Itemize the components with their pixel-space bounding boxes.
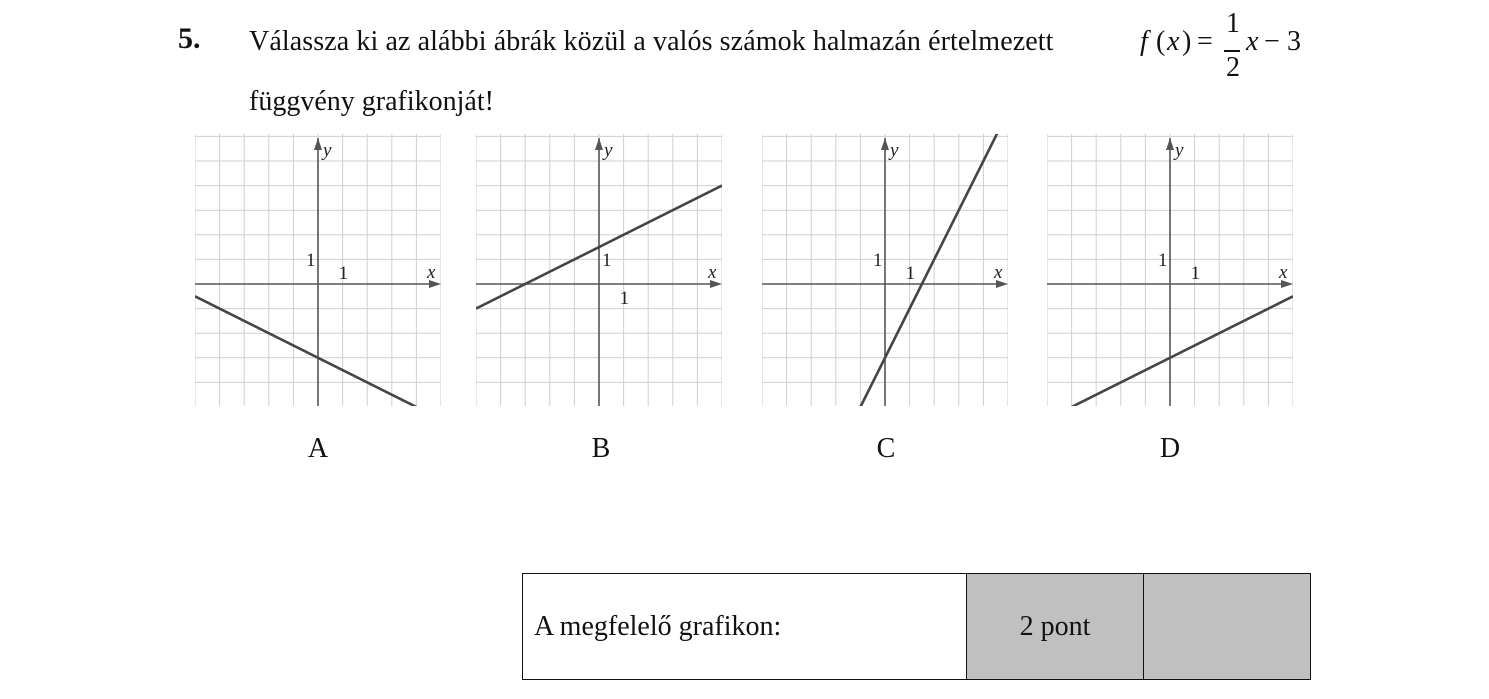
formula-constant: 3 — [1287, 26, 1301, 57]
answer-label: A megfelelő grafikon: — [523, 574, 967, 680]
graph-label-c: C — [876, 433, 896, 464]
graph-label-d: D — [1159, 433, 1181, 464]
graph-label-a: A — [307, 433, 329, 464]
x-axis-label: x — [1279, 262, 1288, 283]
unit-label-y: 1 — [1158, 250, 1168, 271]
unit-label-x: 1 — [1190, 263, 1201, 284]
answer-table — [522, 573, 1311, 680]
unit-label-y: 1 — [306, 250, 316, 271]
function-formula — [1140, 10, 1315, 85]
points-cell: 2 pont — [967, 574, 1144, 680]
unit-label-x: 1 — [619, 288, 630, 309]
x-axis-label: x — [708, 262, 717, 283]
y-axis-arrow — [881, 138, 889, 150]
graph-d — [1047, 134, 1293, 408]
formula-minus: − — [1264, 26, 1280, 57]
formula-denominator: 2 — [1226, 52, 1240, 83]
graph-c — [762, 134, 1008, 408]
formula-var: x — [1167, 26, 1180, 57]
question-number: 5. — [178, 22, 201, 55]
formula-tail-var: x — [1246, 26, 1259, 57]
graph-b — [476, 134, 722, 408]
y-axis-arrow — [314, 138, 322, 150]
question-text-line2: függvény grafikonját! — [249, 86, 494, 117]
score-cell[interactable] — [1144, 574, 1311, 680]
formula-open-paren: ( — [1156, 26, 1166, 57]
y-axis-arrow — [1166, 138, 1174, 150]
unit-label-x: 1 — [905, 263, 916, 284]
unit-label-x: 1 — [338, 263, 349, 284]
formula-numerator: 1 — [1226, 8, 1240, 39]
x-axis-label: x — [427, 262, 436, 283]
y-axis-arrow — [595, 138, 603, 150]
graph-label-b: B — [591, 433, 611, 464]
y-axis-label: y — [323, 140, 332, 161]
graph-a — [195, 134, 441, 408]
x-axis-label: x — [994, 262, 1003, 283]
y-axis-label: y — [604, 140, 613, 161]
unit-label-y: 1 — [602, 250, 612, 271]
unit-label-y: 1 — [873, 250, 883, 271]
y-axis-label: y — [890, 140, 899, 161]
formula-fname: f — [1140, 26, 1148, 57]
y-axis-label: y — [1175, 140, 1184, 161]
formula-close-paren: ) — [1182, 26, 1192, 57]
question-text-line1: Válassza ki az alábbi ábrák közül a valós számok halmazán értelmezett — [249, 26, 1054, 57]
formula-equals: = — [1197, 26, 1213, 57]
